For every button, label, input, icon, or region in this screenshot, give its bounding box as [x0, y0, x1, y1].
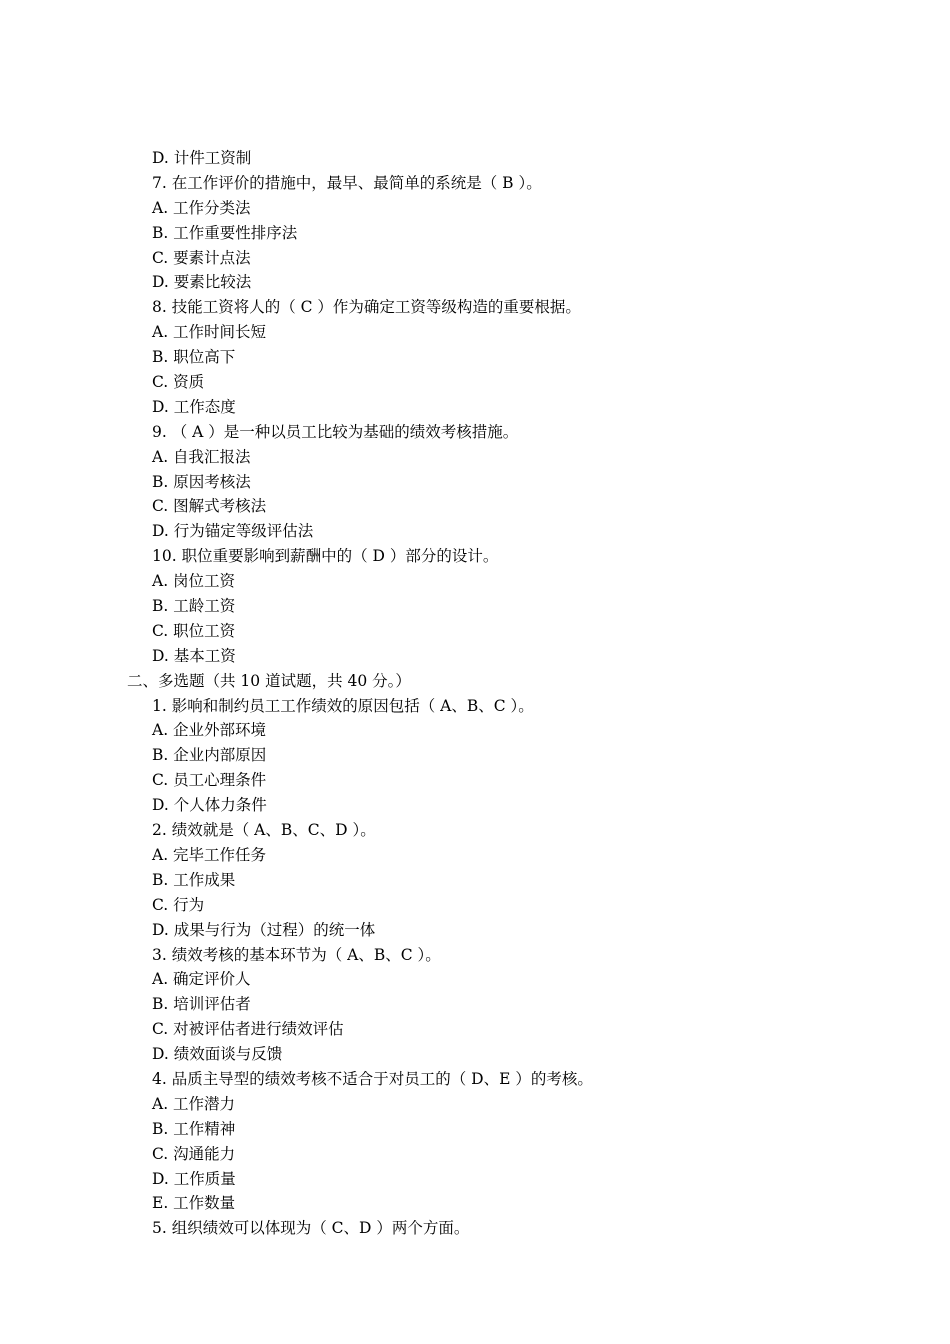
text-line: 2. 绩效就是（ A、B、C、D ）。: [152, 821, 376, 840]
text-line: A. 工作潜力: [152, 1094, 236, 1113]
text-line: B. 工作成果: [152, 870, 236, 889]
text-line: B. 工龄工资: [152, 597, 236, 616]
text-line: D. 成果与行为（过程）的统一体: [152, 920, 376, 939]
text-line: D. 要素比较法: [152, 273, 252, 292]
text-line: C. 要素计点法: [152, 248, 251, 267]
text-line: 3. 绩效考核的基本环节为（ A、B、C ）。: [152, 945, 441, 964]
text-line: 9. （ A ）是一种以员工比较为基础的绩效考核措施。: [152, 422, 519, 441]
text-line: E. 工作数量: [152, 1194, 236, 1213]
text-line: 5. 组织绩效可以体现为（ C、D ）两个方面。: [152, 1219, 470, 1238]
text-line: A. 自我汇报法: [152, 447, 251, 466]
text-line: D. 工作质量: [152, 1169, 236, 1188]
text-line: 7. 在工作评价的措施中，最早、最简单的系统是（ B ）。: [152, 173, 542, 192]
text-line: D. 基本工资: [152, 646, 236, 665]
text-line: A. 工作分类法: [152, 198, 251, 217]
text-line: D. 行为锚定等级评估法: [152, 522, 314, 541]
text-line: B. 工作重要性排序法: [152, 223, 298, 242]
text-line: B. 企业内部原因: [152, 746, 267, 765]
text-line: C. 对被评估者进行绩效评估: [152, 1020, 344, 1039]
text-line: 8. 技能工资将人的（ C ）作为确定工资等级构造的重要根据。: [152, 298, 581, 317]
text-line: A. 企业外部环境: [152, 721, 267, 740]
text-line: C. 图解式考核法: [152, 497, 267, 516]
text-line: C. 行为: [152, 895, 205, 914]
text-line: C. 沟通能力: [152, 1144, 236, 1163]
text-line: A. 岗位工资: [152, 572, 236, 591]
text-line: C. 职位工资: [152, 621, 236, 640]
text-line: 4. 品质主导型的绩效考核不适合于对员工的（ D、E ）的考核。: [152, 1069, 593, 1088]
text-line: D. 绩效面谈与反馈: [152, 1045, 283, 1064]
text-line: B. 培训评估者: [152, 995, 251, 1014]
text-line: A. 完毕工作任务: [152, 845, 267, 864]
text-line: C. 资质: [152, 373, 205, 392]
text-line: D. 计件工资制: [152, 149, 252, 167]
text-line: B. 原因考核法: [152, 472, 251, 491]
section-heading: 二、多选题（共 10 道试题，共 40 分。）: [127, 671, 411, 690]
text-line: A. 确定评价人: [152, 970, 251, 989]
text-line: B. 职位高下: [152, 348, 236, 367]
text-line: 10. 职位重要影响到薪酬中的（ D ）部分的设计。: [152, 547, 499, 566]
text-line: 1. 影响和制约员工工作绩效的原因包括（ A、B、C ）。: [152, 696, 534, 715]
text-line: A. 工作时间长短: [152, 323, 267, 342]
text-line: D. 个人体力条件: [152, 796, 267, 815]
text-line: C. 员工心理条件: [152, 771, 267, 790]
text-line: D. 工作态度: [152, 397, 236, 416]
text-line: B. 工作精神: [152, 1119, 236, 1138]
document-page: [0, 146, 950, 1241]
